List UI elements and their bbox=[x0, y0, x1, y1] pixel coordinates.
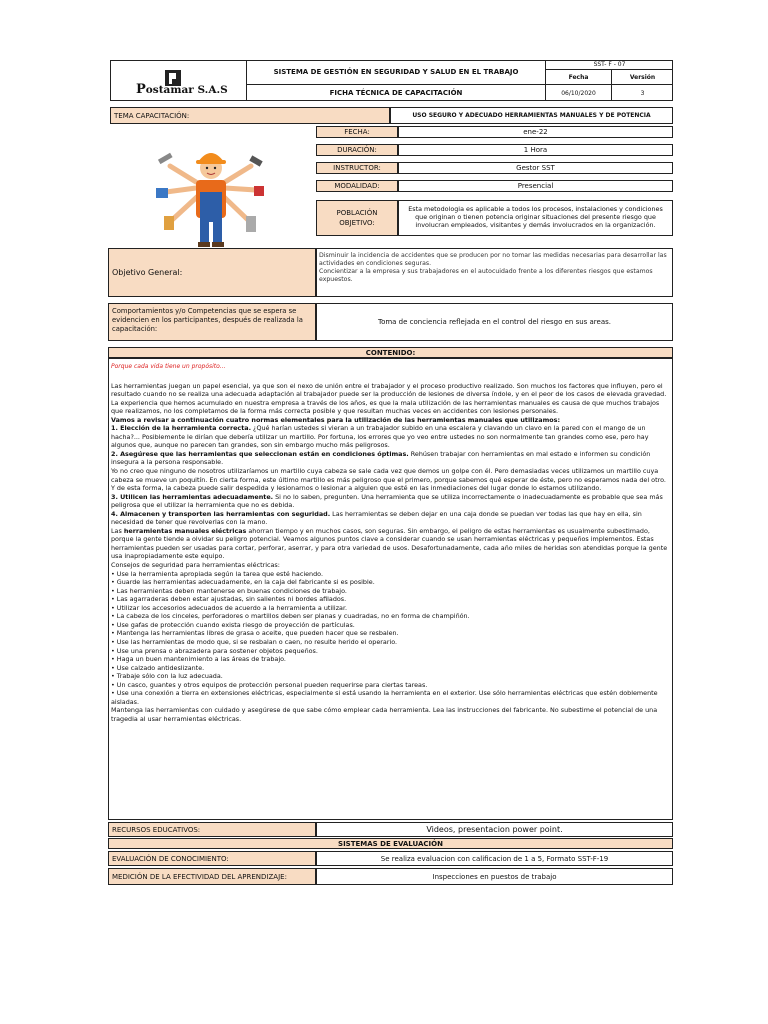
company-name: ostamar bbox=[145, 84, 194, 96]
norma-2 bbox=[111, 450, 670, 467]
safety-tip-item: • Use gafas de protección cuando exista riesgo de proyección de partículas. bbox=[111, 620, 355, 629]
safety-tip-item: • Use una prensa o abrazadera para sostener objetos pequeños. bbox=[111, 646, 318, 655]
efectividad-label: MEDICIÓN DE LA EFECTIVIDAD DEL APRENDIZAJE: bbox=[108, 868, 316, 885]
system-title: SISTEMA DE GESTIÓN EN SEGURIDAD Y SALUD EN EL TRABAJO bbox=[247, 60, 546, 85]
recursos-label: RECURSOS EDUCATIVOS: bbox=[108, 822, 316, 837]
instructor-value: Gestor SST bbox=[398, 162, 673, 174]
efectividad-value: Inspecciones en puestos de trabajo bbox=[316, 868, 673, 885]
norma-2-text: Rehúsen trabajar con herramientas en mal estado e informen su condición insegura a la persona responsable. bbox=[111, 449, 651, 467]
norma-2-title: 2. Asegúrese que las herramientas que seleccionan están en condiciones óptimas. bbox=[111, 449, 409, 458]
company-suffix: S.A.S bbox=[197, 84, 228, 96]
duracion-label: DURACIÓN: bbox=[316, 144, 398, 156]
doc-title: FICHA TÉCNICA DE CAPACITACIÓN bbox=[247, 85, 546, 101]
contenido-text bbox=[111, 363, 670, 723]
fecha-label: FECHA: bbox=[316, 126, 398, 138]
safety-tip-item: • Las herramientas deben mantenerse en buenas condiciones de trabajo. bbox=[111, 586, 347, 595]
safety-tip-item: • Las agarraderas deben estar ajustadas, sin salientes ni bordes afilados. bbox=[111, 595, 347, 604]
safety-tip-item: • Utilizar los accesorios adecuados de acuerdo a la herramienta a utilizar. bbox=[111, 603, 348, 612]
duracion-value: 1 Hora bbox=[398, 144, 673, 156]
safety-tip-item: • Use las herramientas de modo que, si se resbalan o caen, no resulte herido el operario. bbox=[111, 637, 398, 646]
evaluacion-title: SISTEMAS DE EVALUACIÓN bbox=[108, 838, 673, 849]
logo-p-icon: P bbox=[136, 82, 146, 97]
p4-text: ahorran tiempo y en muchos casos, son seguras. Sin embargo, el peligro de estas herramientas es usualmente subestimado, porque la gente tiende a olvidar su peligro potencial. Veamos algunos puntos clave a considerar cuando se usan herramientas eléctricas y pequeños implementos. Estas herramientas pueden ser usadas para cortar, perforar, aserrar, y para otra variedad de usos. Desafortunadamente, cada año miles de heridas son atendidas porque la gente usa inapropiadamente este equipo. bbox=[111, 526, 668, 561]
instructor-label: INSTRUCTOR: bbox=[316, 162, 398, 174]
fecha-value: ene-22 bbox=[398, 126, 673, 138]
norma-1 bbox=[111, 424, 670, 450]
safety-tip-item: • Use una conexión a tierra en extensiones eléctricas, especialmente si está usando la herramienta en el exterior. Use sólo herramientas eléctricas que estén doblemente aisladas. bbox=[111, 689, 658, 706]
contenido-p1: Las herramientas juegan un papel esencial, ya que son el nexo de unión entre el trabajador y el proceso productivo realizado. Son muchos los factores que influyen, pero el resultado cuando no se realiza una adecuada adaptación al trabajador puede ser la producción de lesiones de diversa índole, y en el peor de los casos de elevada gravedad. La experiencia que hemos acumulado en nuestra empresa a través de los años, es que la mala utilización de las herramientas manuales es causa de que muchos trabajos que realizamos, no los completamos de la forma más correcta posible y que resultan muchas veces en accidentes con lesiones personales. bbox=[111, 381, 667, 416]
safety-tip-item: • Use calzado antideslizante. bbox=[111, 663, 205, 672]
contenido-p2: Vamos a revisar a continuación cuatro normas elementales para la utilización de las herramientas manuales que utilizamos: bbox=[111, 415, 560, 424]
safety-tip-item: • Mantenga las herramientas libres de grasa o aceite, que pueden hacer que se resbalen. bbox=[111, 629, 399, 638]
logo-cell bbox=[110, 60, 247, 101]
norma-4-title: 4. Almacenen y transporten las herramientas con seguridad. bbox=[111, 509, 331, 518]
norma-1-title: 1. Elección de la herramienta correcta. bbox=[111, 424, 252, 433]
contenido-p5: Consejos de seguridad para herramientas eléctricas: bbox=[111, 561, 280, 570]
safety-tip-item: • Guarde las herramientas adecuadamente, en la caja del fabricante si es posible. bbox=[111, 578, 375, 587]
fecha-header-label: Fecha bbox=[546, 70, 612, 85]
norma-3-text: Si no lo saben, pregunten. Una herramienta que se utiliza incorrectamente o inadecuadamente es probable que sea más peligrosa que el utilizar la herramienta que no es debida. bbox=[111, 492, 663, 510]
modalidad-label: MODALIDAD: bbox=[316, 180, 398, 192]
objetivo-line2: Concientizar a la empresa y sus trabajadores en el autocuidado frente a los diferentes riesgos que estamos expuestos. bbox=[319, 268, 653, 283]
contenido-p3: Yo no creo que ninguno de nosotros utilizaríamos un martillo cuya cabeza se sale cada vez que demos un golpe con él. Pero demasiadas veces utilizamos un martillo cuya cabeza se mueve un poquitín. En cierta forma, este último martillo es más peligroso que el primero, porque sabemos qué esperar de éste, pero no esperamos nada del otro. Y de esta forma, la cabeza puede salir despedida y lesionarnos o lesionar a alguien que esté en las inmediaciones del lugar donde lo estamos utilizando. bbox=[111, 467, 666, 493]
safety-tip-item: • Use la herramienta apropiada según la tarea que esté haciendo. bbox=[111, 569, 323, 578]
objetivo-value bbox=[316, 248, 673, 297]
p4-pre: Las bbox=[111, 526, 124, 535]
poblacion-value: Esta metodologia es aplicable a todos los procesos, instalaciones y condiciones que originan o tienen potencia originar situaciones del presente riesgo que involucran empleados, visitantes y demás involucrados en la organización. bbox=[398, 200, 673, 236]
contenido-p4 bbox=[111, 527, 670, 561]
fecha-header-value: 06/10/2020 bbox=[546, 85, 612, 101]
safety-tip-item: • Haga un buen mantenimiento a las áreas de trabajo. bbox=[111, 655, 286, 664]
conocimiento-label: EVALUACIÓN DE CONOCIMIENTO: bbox=[108, 851, 316, 866]
contenido-title: CONTENIDO: bbox=[108, 347, 673, 358]
comportamientos-label: Comportamientos y/o Competencias que se espera se evidencien en los participantes, después de realizada la capacitación: bbox=[108, 303, 316, 341]
tema-value: USO SEGURO Y ADECUADO HERRAMIENTAS MANUALES Y DE POTENCIA bbox=[390, 107, 673, 124]
modalidad-value: Presencial bbox=[398, 180, 673, 192]
norma-3-title: 3. Utilicen las herramientas adecuadamente. bbox=[111, 492, 274, 501]
objetivo-line1: Disminuir la incidencia de accidentes que se producen por no tomar las medidas necesarias para desarrollar las actividades en condiciones seguras. bbox=[319, 252, 667, 267]
safety-tip-item: • Un casco, guantes y otros equipos de protección personal pueden requerirse para ciertas tareas. bbox=[111, 680, 428, 689]
safety-tip-item: • Trabaje sólo con la luz adecuada. bbox=[111, 672, 223, 681]
p4-bold: herramientas manuales eléctricas bbox=[123, 526, 247, 535]
recursos-value: Videos, presentacion power point. bbox=[316, 822, 673, 837]
comportamientos-value: Toma de conciencia reflejada en el control del riesgo en sus areas. bbox=[316, 303, 673, 341]
contenido-p6: Mantenga las herramientas con cuidado y asegúrese de que sabe cómo emplear cada herramienta. Lea las instrucciones del fabricante. No subestime el potencial de una tragedia al usar herramientas eléctricas. bbox=[111, 706, 658, 723]
version-header-label: Versión bbox=[612, 70, 673, 85]
objetivo-label: Objetivo General: bbox=[108, 248, 316, 297]
conocimiento-value: Se realiza evaluacion con calificacion de 1 a 5, Formato SST-F-19 bbox=[316, 851, 673, 866]
tema-label: TEMA CAPACITACIÓN: bbox=[110, 107, 390, 124]
norma-3 bbox=[111, 493, 670, 510]
poblacion-label: POBLACIÓN OBJETIVO: bbox=[316, 200, 398, 236]
version-header-value: 3 bbox=[640, 89, 645, 97]
safety-tip-item: • La cabeza de los cinceles, perforadores o martillos deben ser planas y cuadradas, no en forma de champiñón. bbox=[111, 612, 470, 621]
norma-4-text: Las herramientas se deben dejar en una caja donde se puedan ver todas las que hay en ella, sin necesidad de tener que revolverlas con la mano. bbox=[111, 509, 642, 527]
safety-tips-list bbox=[111, 570, 670, 707]
contenido-body bbox=[108, 358, 673, 820]
norma-4 bbox=[111, 510, 670, 527]
norma-1-text: ¿Qué harían ustedes si vieran a un trabajador subido en una escalera y clavando un clavo en la pared con el mango de un hacha?... Posiblemente le dirían que debería utilizar un martillo. Por fortuna, los errores que yo veo entre ustedes no son normalmente tan grandes como ese, pero hay algunos que, aunque no parecen tan grandes, son sin embargo mucho más peligrosos. bbox=[111, 424, 649, 450]
worker-illustration bbox=[148, 130, 273, 250]
contenido-intro: Porque cada vida tiene un propósito... bbox=[111, 363, 226, 370]
doc-code: SST- F - 07 bbox=[546, 60, 673, 70]
